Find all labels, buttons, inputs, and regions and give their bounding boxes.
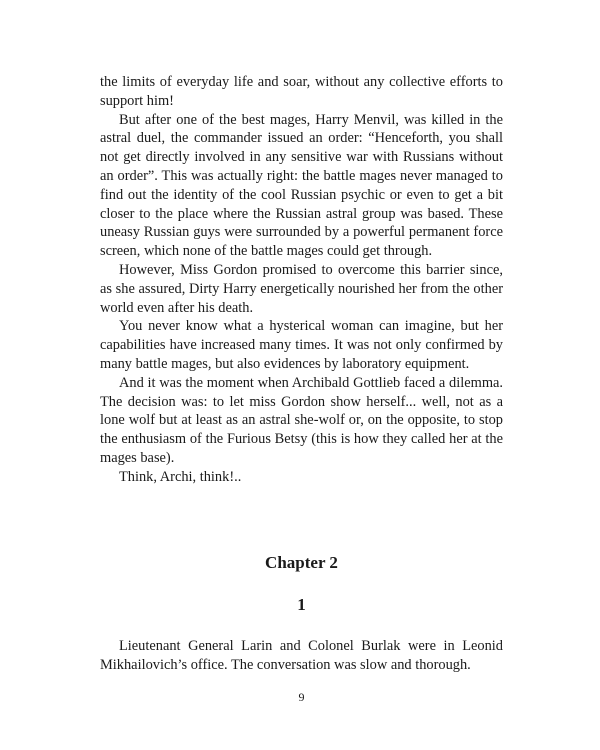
body-text-bottom	[100, 637, 503, 675]
paragraph: You never know what a hysterical woman can imagine, but her capabilities have increased many times. It was not only confirmed by many battle mages, but also evidences by laboratory equipment.	[100, 318, 503, 372]
section-number: 1	[297, 595, 306, 614]
page-number: 9	[298, 690, 305, 704]
paragraph: And it was the moment when Archibald Gottlieb faced a dilemma. The decision was: to let miss Gordon show herself... well, not as a lone wolf but at least as an astral she-wolf or, on the opposite, to stop the enthusiasm of the Furious Betsy (this is how they called her at the mages base).	[100, 374, 503, 466]
body-text-top	[100, 73, 503, 487]
paragraph: However, Miss Gordon promised to overcome this barrier since, as she assured, Dirty Harry energetically nourished her from the other world even after his death.	[100, 261, 503, 316]
paragraph: the limits of everyday life and soar, without any collective efforts to support him!	[100, 74, 503, 109]
paragraph: But after one of the best mages, Harry Menvil, was killed in the astral duel, the commander issued an order: “Henceforth, you shall not get directly involved in any sensitive war with Russians without an order”. This was actually right: the battle mages never managed to find out the identity of the cool Russian psychic or even to get a bit closer to the place where the Russian astral group was based. These uneasy Russian guys were surrounded by a powerful permanent force screen, which none of the battle mages could get through.	[100, 111, 503, 260]
chapter-title: Chapter 2	[265, 553, 338, 572]
paragraph: Think, Archi, think!..	[119, 468, 242, 485]
paragraph: Lieutenant General Larin and Colonel Burlak were in Leonid Mikhailovich’s office. The conversation was slow and thorough.	[100, 638, 503, 673]
